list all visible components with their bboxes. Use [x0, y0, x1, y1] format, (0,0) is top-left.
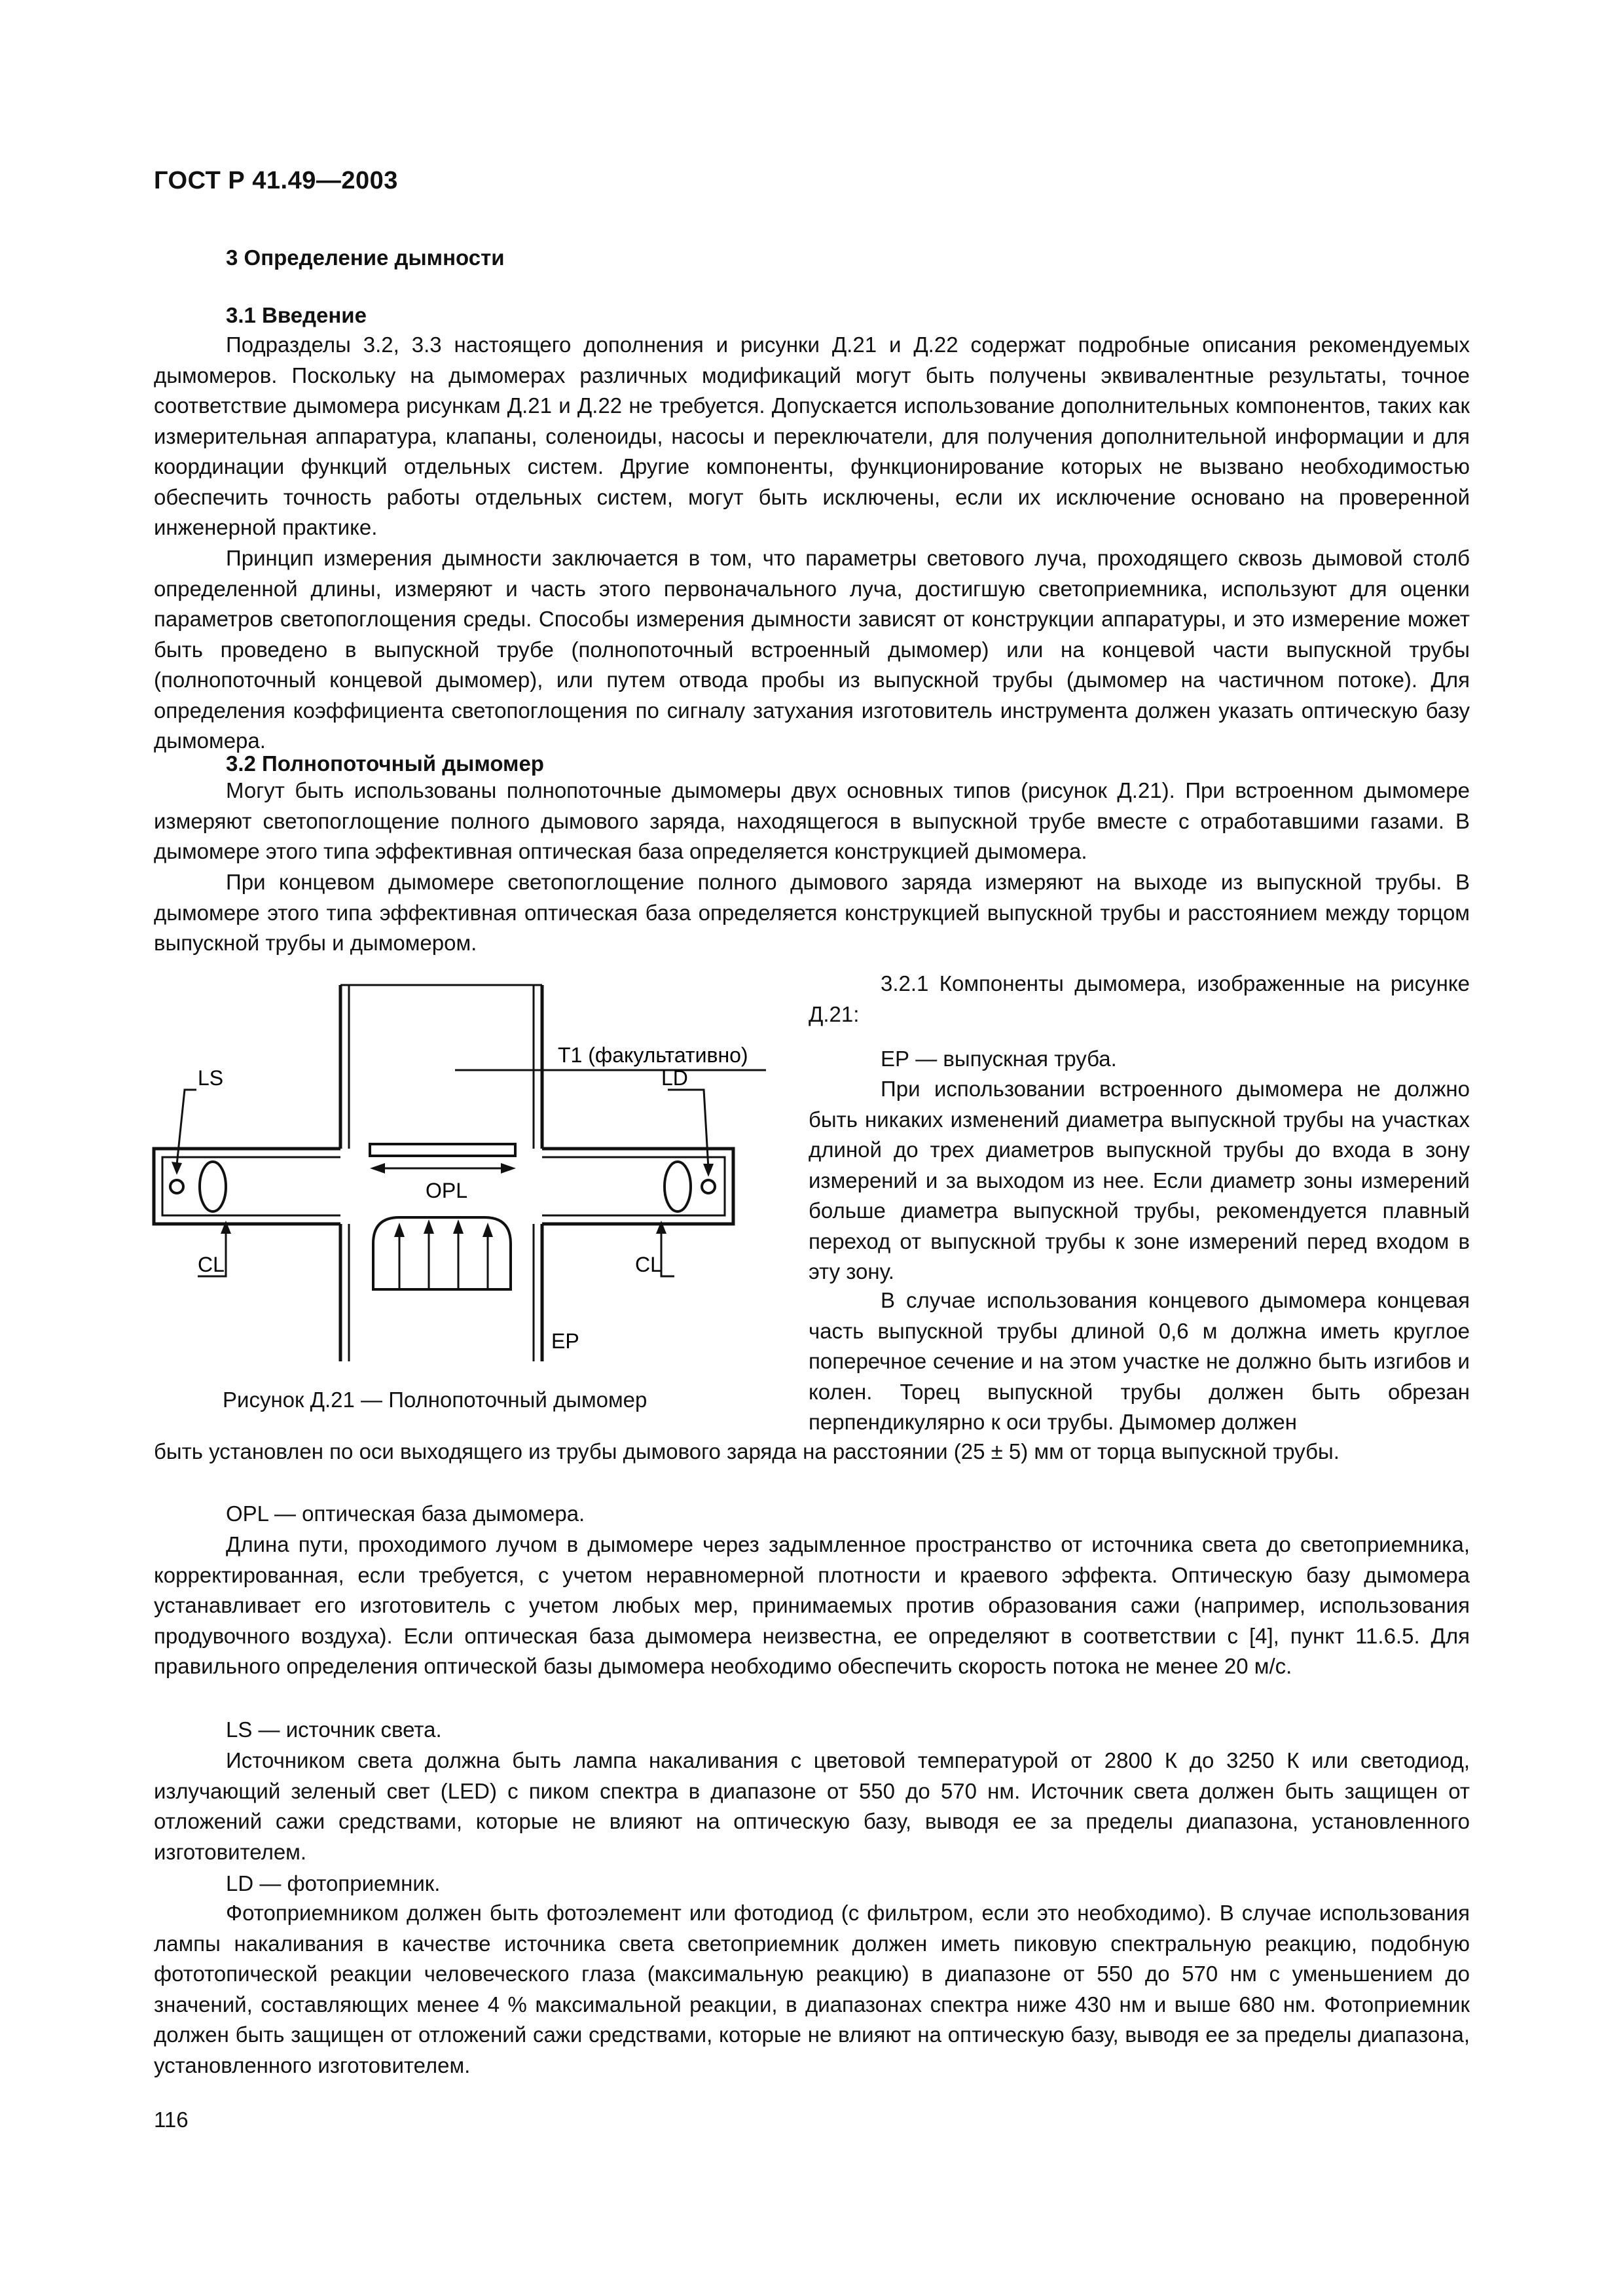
paragraph-opl-title: OPL — оптическая база дымомера. [226, 1501, 585, 1526]
section-3-title: 3 Определение дымности [226, 245, 505, 270]
paragraph-end-meter-continued: быть установлен по оси выходящего из трубы дымового заряда на расстоянии (25 ± 5) мм от торца выпускной трубы. [154, 1439, 1340, 1463]
paragraph-3-1-intro: Подразделы 3.2, 3.3 настоящего дополнения и рисунки Д.21 и Д.22 содержат подробные описания рекомендуемых дымомеров. Поскольку на дымомерах различных модификаций могут быть получены эквивалентные результаты, точное соответствие дымомера рисункам Д.21 и Д.22 не требуется. Допускается использование дополнительных компонентов, таких как измерительная аппаратура, клапаны, соленоиды, насосы и переключатели, для получения дополнительной информации и для координации функций отдельных систем. Другие компоненты, функционирование которых не вызвано необходимостью обеспечить точность работы отдельных систем, могут быть исключены, если их исключение основано на проверенной инженерной практике. [154, 332, 1470, 539]
side-paragraph-end-meter: В случае использования концевого дымомера концевая часть выпускной трубы длиной 0,6 м должна иметь круглое поперечное сечение и на этом участке не должно быть изгибов и колен. Торец выпускной трубы должен быть обрезан перпендикулярно к оси трубы. Дымомер должен [809, 1288, 1470, 1434]
paragraph-ls-description: Источником света должна быть лампа накаливания с цветовой температурой от 2800 К до 3250 К или светодиод, излучающий зеленый свет (LED) с пиком спектра в диапазоне от 550 до 570 нм. Источник света должен быть защищен от отложений сажи средствами, которые не влияют на оптическую базу, выводя ее за пределы диапазона, установленного изготовителем. [154, 1748, 1470, 1864]
figure-caption: Рисунок Д.21 — Полнопоточный дымомер [223, 1388, 647, 1412]
figure-label-ls: LS [198, 1066, 224, 1090]
side-paragraph-inline-meter: При использовании встроенного дымомера не должно быть никаких изменений диаметра выпускной трубы на участках длиной до трех диаметров выпускной трубы до входа в зону измерений и за выходом из нее. Если диаметр зоны измерений больше диаметра выпускной трубы, рекомендуется плавный переход от выпускной трубы к зоне измерений перед входом в эту зону. [809, 1077, 1470, 1283]
paragraph-3-1-principle: Принцип измерения дымности заключается в том, что параметры светового луча, проходящего сквозь дымовой столб определенной длины, измеряют и часть этого первоначального луча, достигшую светоприемника, используют для оценки параметров светопоглощения среды. Способы измерения дымности зависят от конструкции аппаратуры, и это измерение может быть проведено в выпускной трубе (полнопоточный встроенный дымомер) или на концевой части выпускной трубы (полнопоточный концевой дымомер), или путем отвода пробы из выпускной трубы (дымомер на частичном потоке). Для определения коэффициента светопоглощения по сигналу затухания изготовитель инструмента должен указать оптическую базу дымомера. [154, 546, 1470, 753]
paragraph-3-2-end: При концевом дымомере светопоглощение полного дымового заряда измеряют на выходе из выпускной трубы. В дымомере этого типа эффективная оптическая база определяется конструкцией выпускной трубы и расстоянием между торцом выпускной трубы и дымомером. [154, 870, 1470, 955]
left-housing [154, 1149, 340, 1224]
page-number: 116 [154, 2108, 189, 2132]
side-paragraph-components: 3.2.1 Компоненты дымомера, изображенные на рисунке Д.21: [809, 971, 1470, 1026]
document-code-header: ГОСТ Р 41.49—2003 [154, 167, 398, 194]
paragraph-ls-title: LS — источник света. [226, 1717, 442, 1742]
optical-path-bar [370, 1144, 515, 1156]
figure-label-t1: Т1 (факультативно) [558, 1043, 748, 1067]
light-source-circle [170, 1180, 183, 1193]
lens-left [200, 1162, 226, 1211]
side-paragraph-ep: ЕР — выпускная труба. [881, 1047, 1117, 1071]
figure-label-cl-right: CL [635, 1253, 662, 1276]
figure-label-ep: EP [551, 1329, 579, 1353]
smoke-meter-diagram [151, 969, 805, 1381]
figure-label-cl-left: CL [198, 1253, 225, 1276]
section-3-2-title: 3.2 Полнопоточный дымомер [226, 751, 544, 776]
ls-leader [177, 1090, 196, 1165]
paragraph-ld-title: LD — фотоприемник. [226, 1871, 441, 1895]
right-housing [542, 1149, 733, 1224]
cl-right-leader [661, 1227, 674, 1276]
section-3-1-title: 3.1 Введение [226, 303, 367, 327]
flow-profile [373, 1217, 511, 1289]
paragraph-3-2-inline: Могут быть использованы полнопоточные дымомеры двух основных типов (рисунок Д.21). При встроенном дымомере измеряют светопоглощение полного дымового заряда, находящегося в выпускной трубе вместе с отработавшими газами. В дымомере этого типа эффективная оптическая база определяется конструкцией дымомера. [154, 778, 1470, 863]
paragraph-opl-description: Длина пути, проходимого лучом в дымомере через задымленное пространство от источника света до светоприемника, корректированная, если требуется, с учетом неравномерной плотности и краевого эффекта. Оптическую базу дымомера устанавливает его изготовитель с учетом любых мер, принимаемых против образования сажи (например, использования продувочного воздуха). Если оптическая база дымомера неизвестна, ее определяют в соответствии с [4], пункт 11.6.5. Для правильного определения оптической базы дымомера необходимо обеспечить скорость потока не менее 20 м/с. [154, 1532, 1470, 1678]
paragraph-ld-description: Фотоприемником должен быть фотоэлемент или фотодиод (с фильтром, если это необходимо). В случае использования лампы накаливания в качестве источника света светоприемник должен иметь пиковую спектральную реакцию, подобную фототопической реакции человеческого глаза (максимальную реакцию) в диапазоне от 550 до 570 нм с уменьшением до значений, составляющих менее 4 % максимальной реакции, в диапазонах спектра ниже 430 нм и выше 680 нм. Фотоприемник должен быть защищен от отложений сажи средствами, которые не влияют на оптическую базу, выводя ее за пределы диапазона, установленного изготовителем. [154, 1901, 1470, 2077]
figure-label-ld: LD [661, 1066, 688, 1090]
figure-label-opl: OPL [426, 1179, 468, 1202]
detector-circle [702, 1180, 715, 1193]
lens-right [665, 1162, 691, 1211]
